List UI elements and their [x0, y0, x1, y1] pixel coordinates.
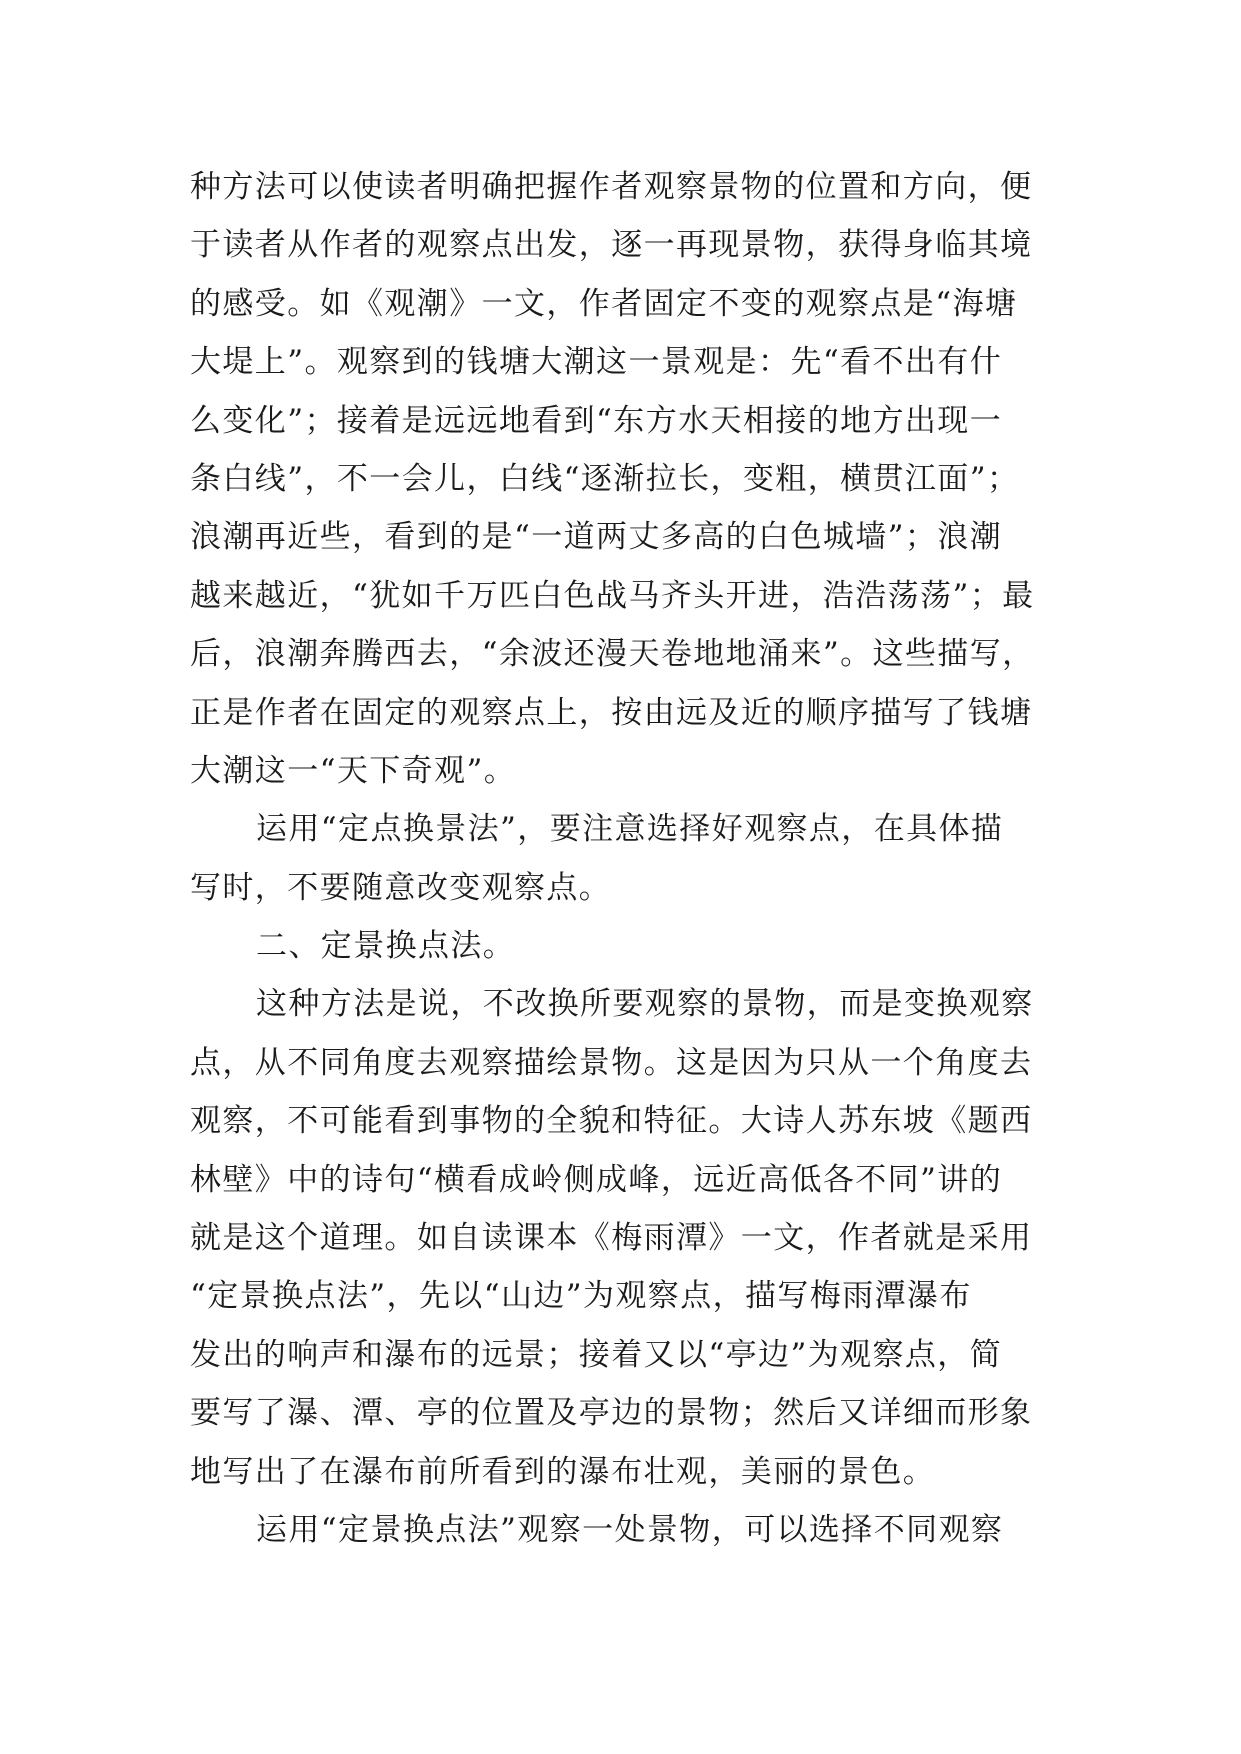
text-line: 大潮这一“天下奇观”。 [190, 752, 517, 789]
text-line: 就是这个道理。如自读课本《梅雨潭》一文，作者就是采用 [190, 1220, 1033, 1257]
text-line: 大堤上”。观察到的钱塘大潮这一景观是：先“看不出有什 [190, 344, 1003, 381]
text-line: “定景换点法”，先以“山边”为观察点，描写梅雨潭瀑布 [190, 1278, 972, 1315]
text-line: 点，从不同角度去观察描绘景物。这是因为只从一个角度去 [190, 1044, 1033, 1081]
text-line: 条白线”，不一会儿，白线“逐渐拉长，变粗，横贯江面”； [190, 460, 1020, 497]
paragraph-first-line: 运用“定景换点法”观察一处景物，可以选择不同观察 [256, 1511, 1004, 1548]
text-line: 写时，不要随意改变观察点。 [190, 869, 612, 906]
text-line: 林壁》中的诗句“横看成岭侧成峰，远近高低各不同”讲的 [190, 1161, 1003, 1198]
body-text [190, 158, 1060, 1559]
text-line: 要写了瀑、潭、亭的位置及亭边的景物；然后又详细而形象 [190, 1395, 1033, 1432]
text-line: 越来越近，“犹如千万匹白色战马齐头开进，浩浩荡荡”；最 [190, 577, 1035, 614]
text-line: 观察，不可能看到事物的全貌和特征。大诗人苏东坡《题西 [190, 1103, 1033, 1140]
paragraph-first-line: 运用“定点换景法”，要注意选择好观察点，在具体描 [256, 811, 1004, 848]
text-line: 种方法可以使读者明确把握作者观察景物的位置和方向，便 [190, 169, 1033, 205]
text-line: 么变化”；接着是远远地看到“东方水天相接的地方出现一 [190, 402, 1003, 439]
text-line: 后，浪潮奔腾西去，“余波还漫天卷地地涌来”。这些描写， [190, 636, 1035, 673]
section-heading: 二、定景换点法。 [256, 928, 516, 965]
text-line: 地写出了在瀑布前所看到的瀑布壮观，美丽的景色。 [190, 1453, 936, 1490]
text-line: 正是作者在固定的观察点上，按由远及近的顺序描写了钱塘 [190, 694, 1033, 731]
text-line: 的感受。如《观潮》一文，作者固定不变的观察点是“海塘 [190, 285, 1018, 322]
text-line: 发出的响声和瀑布的远景；接着又以“亭边”为观察点，简 [190, 1336, 1003, 1373]
text-line: 于读者从作者的观察点出发，逐一再现景物，获得身临其境 [190, 227, 1033, 264]
paragraph-first-line: 这种方法是说，不改换所要观察的景物，而是变换观察 [256, 986, 1034, 1023]
text-line: 浪潮再近些，看到的是“一道两丈多高的白色城墙”；浪潮 [190, 519, 1003, 556]
